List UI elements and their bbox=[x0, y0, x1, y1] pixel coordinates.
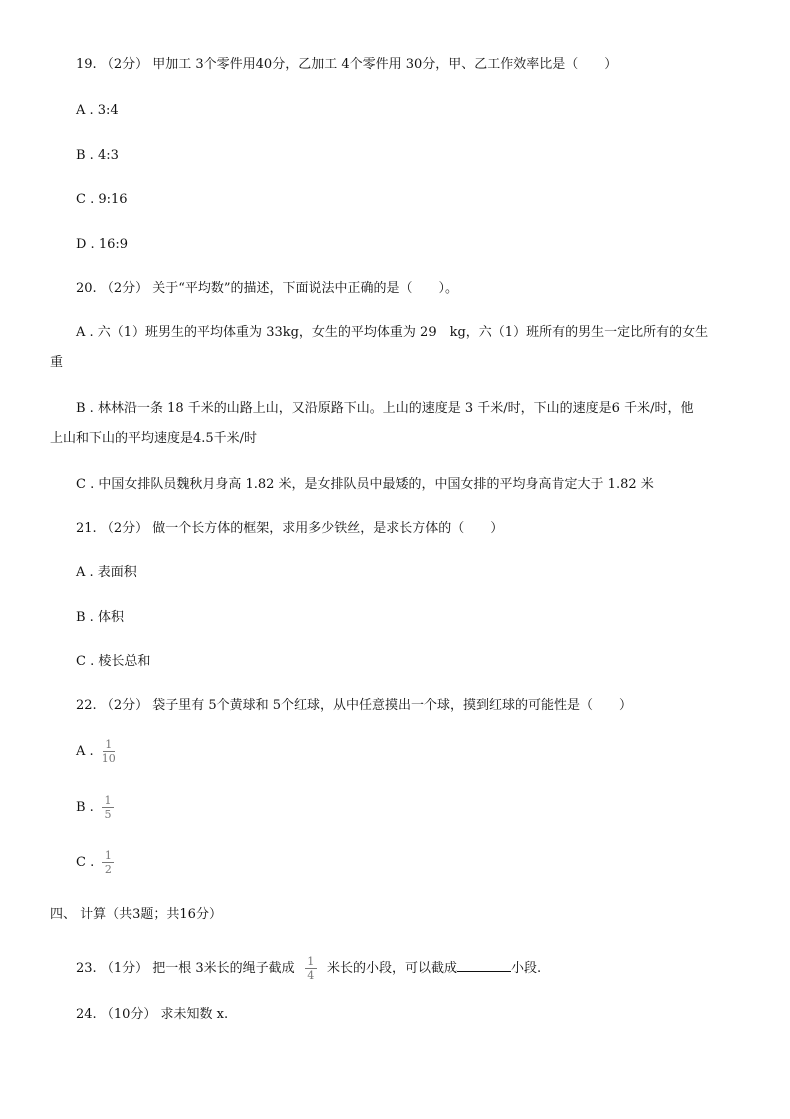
question-23 bbox=[76, 956, 541, 982]
option-b-continued: 上山和下山的平均速度是4.5千米/时 bbox=[50, 431, 258, 446]
question-number: 23. bbox=[76, 961, 97, 976]
question-22 bbox=[76, 697, 632, 715]
question-score: （2分） bbox=[100, 521, 149, 536]
question-score: （2分） bbox=[100, 57, 149, 72]
option-b[interactable]: B . 4:3 bbox=[76, 148, 119, 163]
fraction-denominator: 4 bbox=[307, 969, 315, 982]
question-text-after: 米长的小段，可以截成 bbox=[326, 961, 457, 976]
option-b[interactable]: B . 体积 bbox=[76, 610, 124, 625]
fraction-numerator: 1 bbox=[104, 794, 112, 807]
option-b[interactable] bbox=[76, 795, 114, 821]
option-label: B . bbox=[76, 800, 94, 815]
question-text-end: 小段. bbox=[510, 961, 542, 976]
fraction-numerator: 1 bbox=[307, 955, 315, 968]
question-24 bbox=[76, 1006, 228, 1024]
question-20 bbox=[76, 280, 458, 298]
answer-blank[interactable] bbox=[457, 959, 511, 972]
option-a[interactable]: A . 六（1）班男生的平均体重为 33kg，女生的平均体重为 29 kg，六（1）班所有的男生一定比所有的女生 bbox=[76, 325, 709, 340]
question-score: （10分） bbox=[100, 1007, 157, 1022]
question-number: 20. bbox=[76, 281, 97, 296]
option-c[interactable]: C . 中国女排队员魏秋月身高 1.82 米，是女排队员中最矮的，中国女排的平均身高肯定大于 1.82 米 bbox=[76, 477, 654, 492]
option-label: C . bbox=[76, 855, 95, 870]
question-score: （2分） bbox=[100, 281, 149, 296]
question-text: 求未知数 x. bbox=[160, 1007, 229, 1022]
option-c[interactable]: C . 9:16 bbox=[76, 192, 128, 207]
option-d[interactable]: D . 16:9 bbox=[76, 237, 129, 252]
question-21 bbox=[76, 520, 503, 538]
fraction-denominator: 2 bbox=[104, 863, 112, 876]
question-text: 关于“平均数”的描述，下面说法中正确的是（ ）。 bbox=[152, 281, 459, 296]
section-title: 四、 计算（共3题；共16分） bbox=[50, 907, 222, 922]
option-a[interactable]: A . 表面积 bbox=[76, 565, 137, 580]
option-c[interactable] bbox=[76, 850, 114, 876]
question-text: 把一根 3米长的绳子截成 bbox=[152, 961, 295, 976]
question-number: 21. bbox=[76, 521, 97, 536]
question-text: 做一个长方体的框架，求用多少铁丝，是求长方体的（ ） bbox=[152, 521, 504, 536]
option-b[interactable]: B . 林林沿一条 18 千米的山路上山，又沿原路下山。上山的速度是 3 千米/时，下山的速度是6 千米/时，他 bbox=[76, 401, 694, 416]
question-text: 甲加工 3个零件用40分，乙加工 4个零件用 30分，甲、乙工作效率比是（ ） bbox=[152, 57, 618, 72]
option-a[interactable] bbox=[76, 739, 116, 765]
fraction-denominator: 10 bbox=[101, 752, 116, 765]
question-text: 袋子里有 5个黄球和 5个红球，从中任意摸出一个球，摸到红球的可能性是（ ） bbox=[152, 698, 633, 713]
option-label: A . bbox=[76, 744, 94, 759]
fraction bbox=[102, 795, 114, 820]
question-number: 22. bbox=[76, 698, 97, 713]
option-a[interactable]: A . 3:4 bbox=[76, 103, 119, 118]
question-score: （1分） bbox=[100, 961, 149, 976]
fraction-denominator: 5 bbox=[104, 808, 112, 821]
option-a-continued: 重 bbox=[50, 355, 64, 370]
fraction bbox=[102, 739, 116, 764]
fraction-numerator: 1 bbox=[104, 849, 112, 862]
option-c[interactable]: C . 棱长总和 bbox=[76, 654, 151, 669]
fraction bbox=[305, 956, 317, 981]
question-19 bbox=[76, 56, 617, 74]
fraction-numerator: 1 bbox=[105, 738, 113, 751]
question-number: 19. bbox=[76, 57, 97, 72]
question-number: 24. bbox=[76, 1007, 97, 1022]
question-score: （2分） bbox=[100, 698, 149, 713]
fraction bbox=[102, 850, 114, 875]
